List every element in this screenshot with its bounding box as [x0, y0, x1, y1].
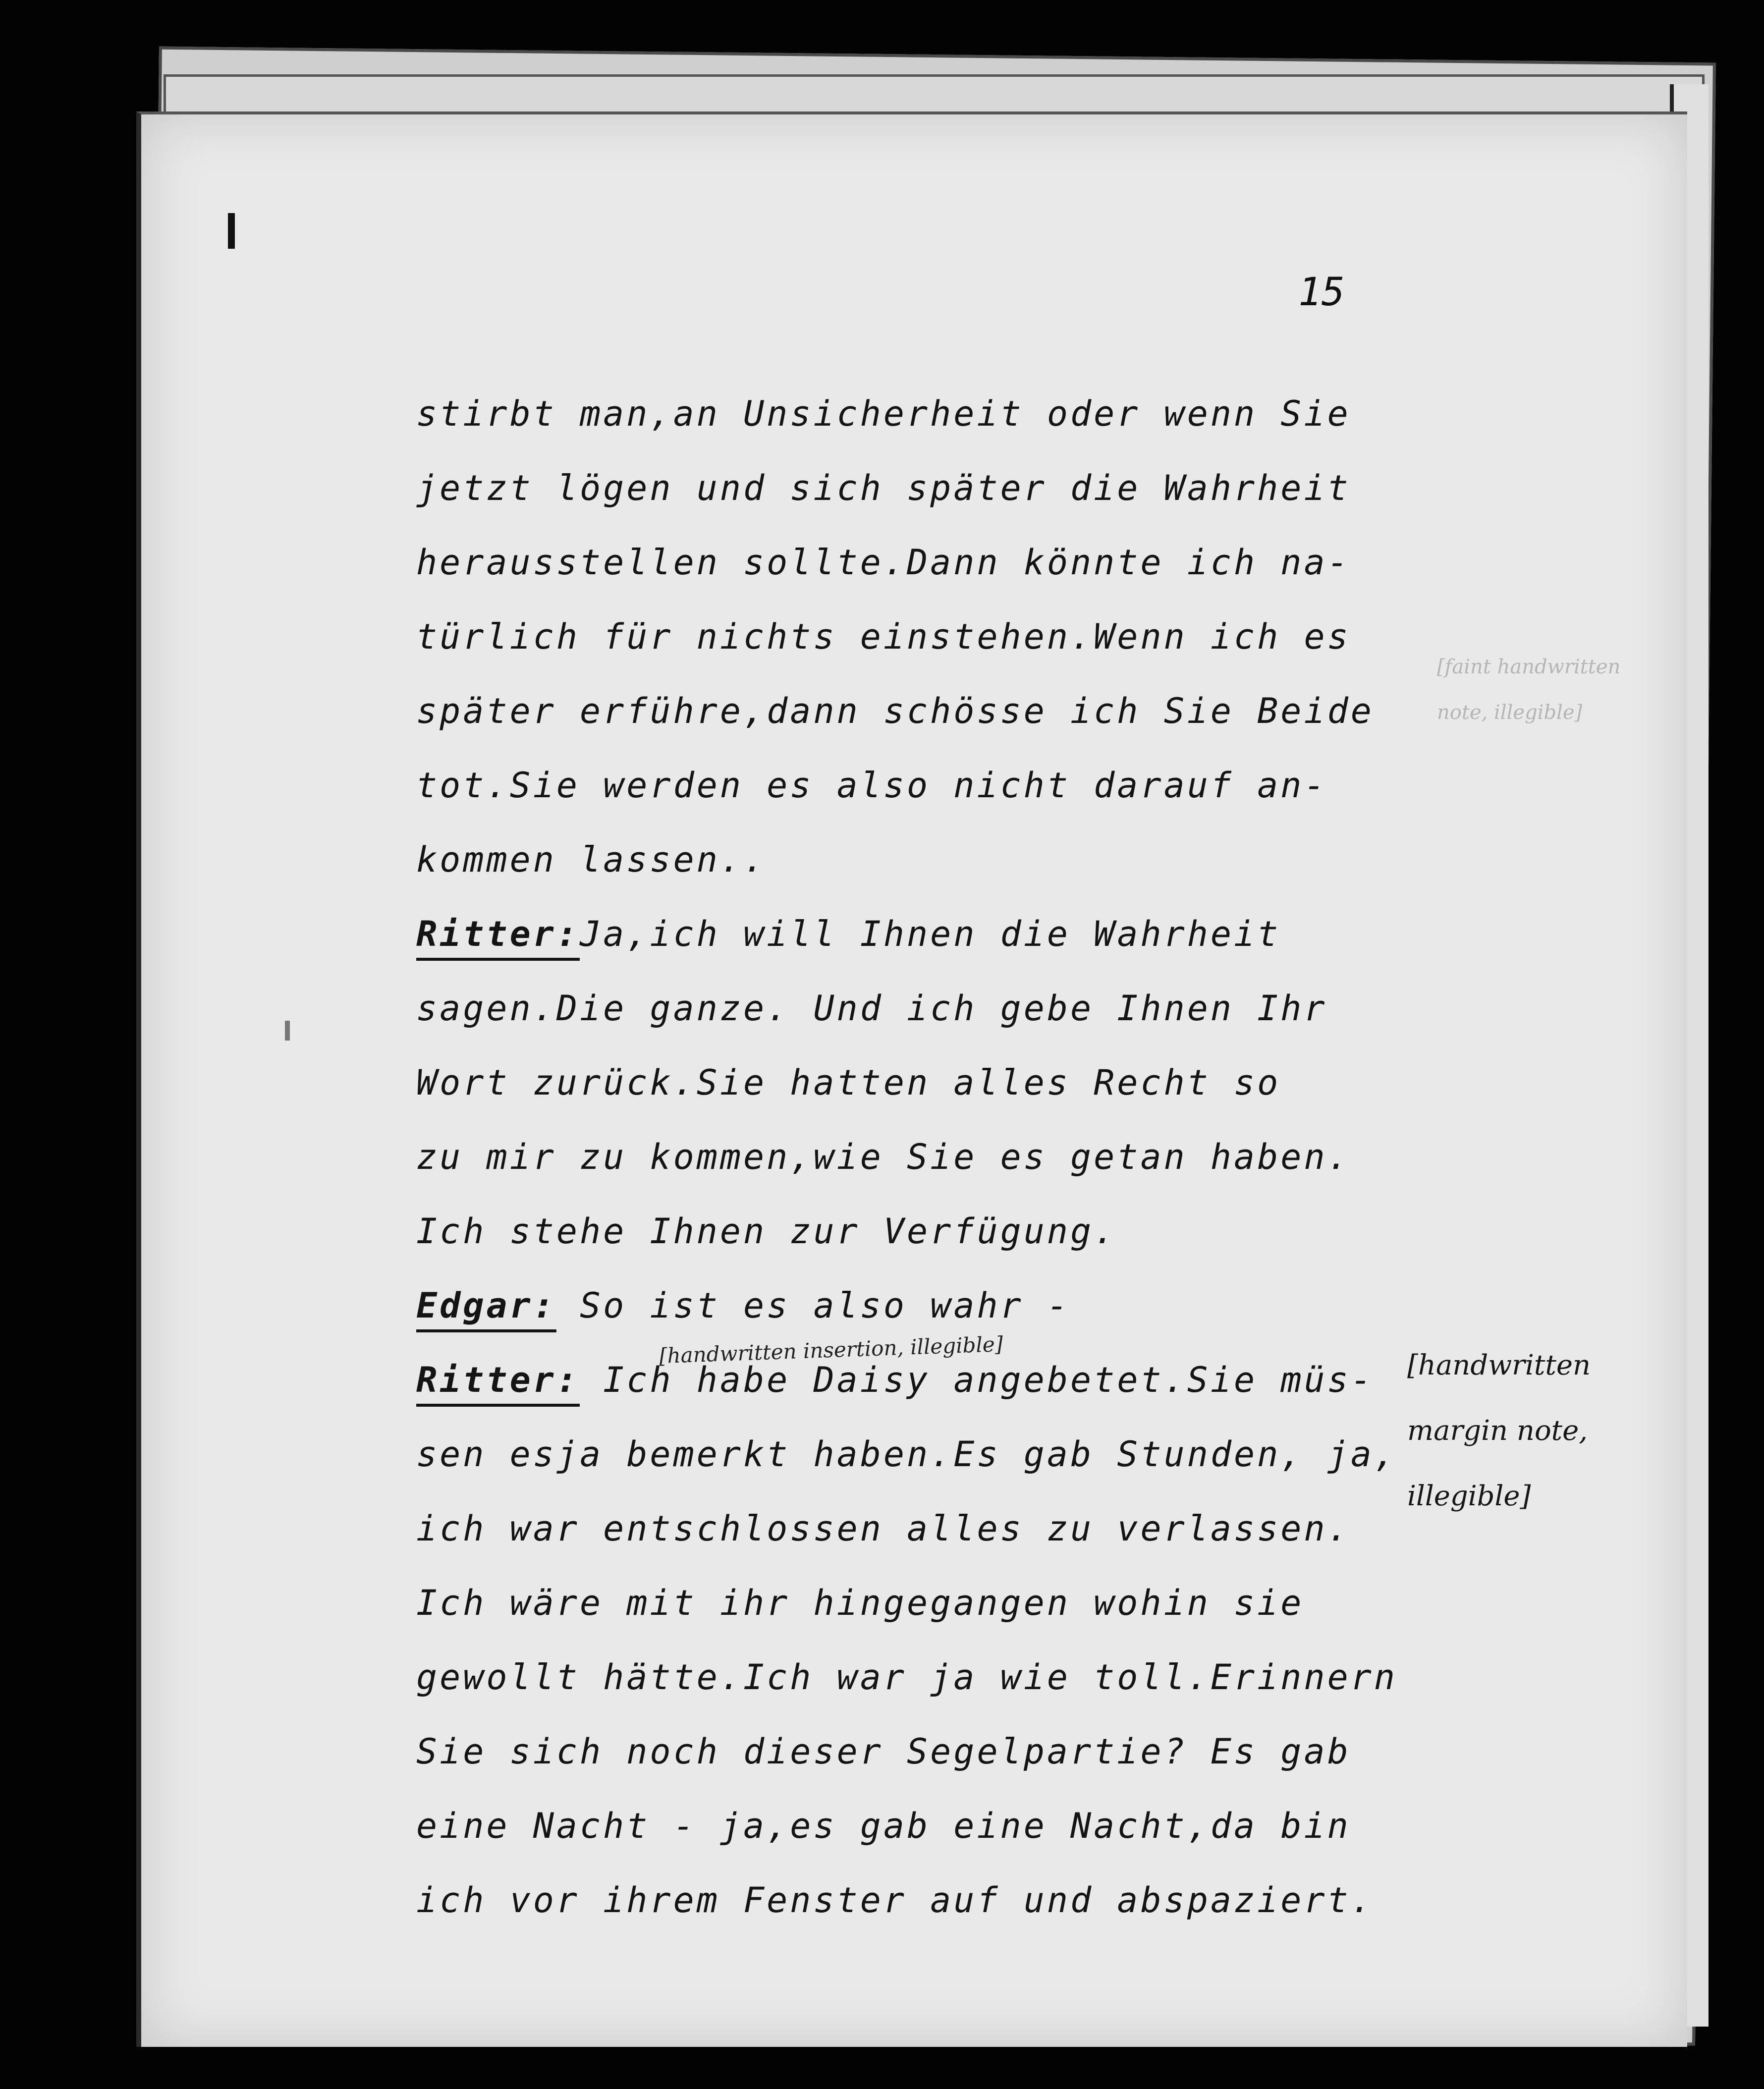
line-text: ich vor ihrem Fenster auf und abspaziert.: [416, 1880, 1374, 1921]
margin-tick: [285, 1021, 290, 1041]
line-text: gewollt hätte.Ich war ja wie toll.Erinnern: [416, 1657, 1398, 1698]
line-text: So ist es also wahr -: [556, 1285, 1071, 1326]
line-text: Ich wäre mit ihr hingegangen wohin sie: [416, 1583, 1304, 1623]
text-line: [416, 1566, 1397, 1640]
text-line: [416, 600, 1397, 674]
text-line: [416, 1045, 1397, 1120]
line-text: türlich für nichts einstehen.Wenn ich es: [416, 616, 1351, 657]
text-line: [416, 823, 1397, 897]
text-line: [416, 971, 1397, 1045]
text-line: [416, 525, 1397, 600]
line-text: herausstellen sollte.Dann könnte ich na-: [416, 542, 1351, 583]
speaker-label: Ritter:: [416, 1360, 580, 1400]
text-line: [416, 451, 1397, 525]
text-line: [416, 377, 1397, 451]
line-text: jetzt lögen und sich später die Wahrheit: [416, 468, 1351, 508]
text-line: [416, 1120, 1397, 1194]
page-number: 15: [1298, 270, 1345, 315]
handwritten-insert: [handwritten insertion, illegible]: [659, 1331, 1003, 1369]
line-text: zu mir zu kommen,wie Sie es getan haben.: [416, 1137, 1351, 1177]
text-line: [416, 897, 1397, 971]
text-line: [416, 748, 1397, 823]
line-text: tot.Sie werden es also nicht darauf an-: [416, 765, 1327, 806]
text-line: [416, 1194, 1397, 1268]
text-line: [416, 1640, 1397, 1714]
line-text: Ich habe Daisy angebetet.Sie müs-: [580, 1360, 1374, 1400]
text-line: [416, 1417, 1397, 1491]
line-text: stirbt man,an Unsicherheit oder wenn Sie: [416, 393, 1351, 434]
line-text: kommen lassen..: [416, 839, 767, 880]
text-line: [416, 674, 1397, 748]
line-text: ich war entschlossen alles zu verlassen.: [416, 1508, 1351, 1549]
text-line: [416, 1789, 1397, 1863]
typed-text-block: [416, 377, 1397, 1937]
line-text: sen esja bemerkt haben.Es gab Stunden, ja,: [416, 1434, 1398, 1475]
line-text: Wort zurück.Sie hatten alles Recht so: [416, 1062, 1281, 1103]
margin-mark: [228, 213, 235, 249]
faint-margin-note: [faint handwritten note, illegible]: [1437, 656, 1621, 724]
line-text: eine Nacht - ja,es gab eine Nacht,da bin: [416, 1806, 1351, 1846]
speaker-label: Edgar:: [416, 1285, 556, 1326]
line-text: Ich stehe Ihnen zur Verfügung.: [416, 1211, 1117, 1252]
text-line: [416, 1491, 1397, 1566]
line-text: Ja,ich will Ihnen die Wahrheit: [580, 914, 1281, 954]
line-text: Sie sich noch dieser Segelpartie? Es gab: [416, 1731, 1351, 1772]
speaker-label: Ritter:: [416, 914, 580, 954]
line-text: später erführe,dann schösse ich Sie Beide: [416, 691, 1374, 731]
handwritten-margin-note: [handwritten margin note, illegible]: [1407, 1349, 1591, 1512]
text-line: [416, 1714, 1397, 1789]
text-line: [416, 1268, 1397, 1343]
text-line: [416, 1863, 1397, 1937]
line-text: sagen.Die ganze. Und ich gebe Ihnen Ihr: [416, 988, 1327, 1029]
